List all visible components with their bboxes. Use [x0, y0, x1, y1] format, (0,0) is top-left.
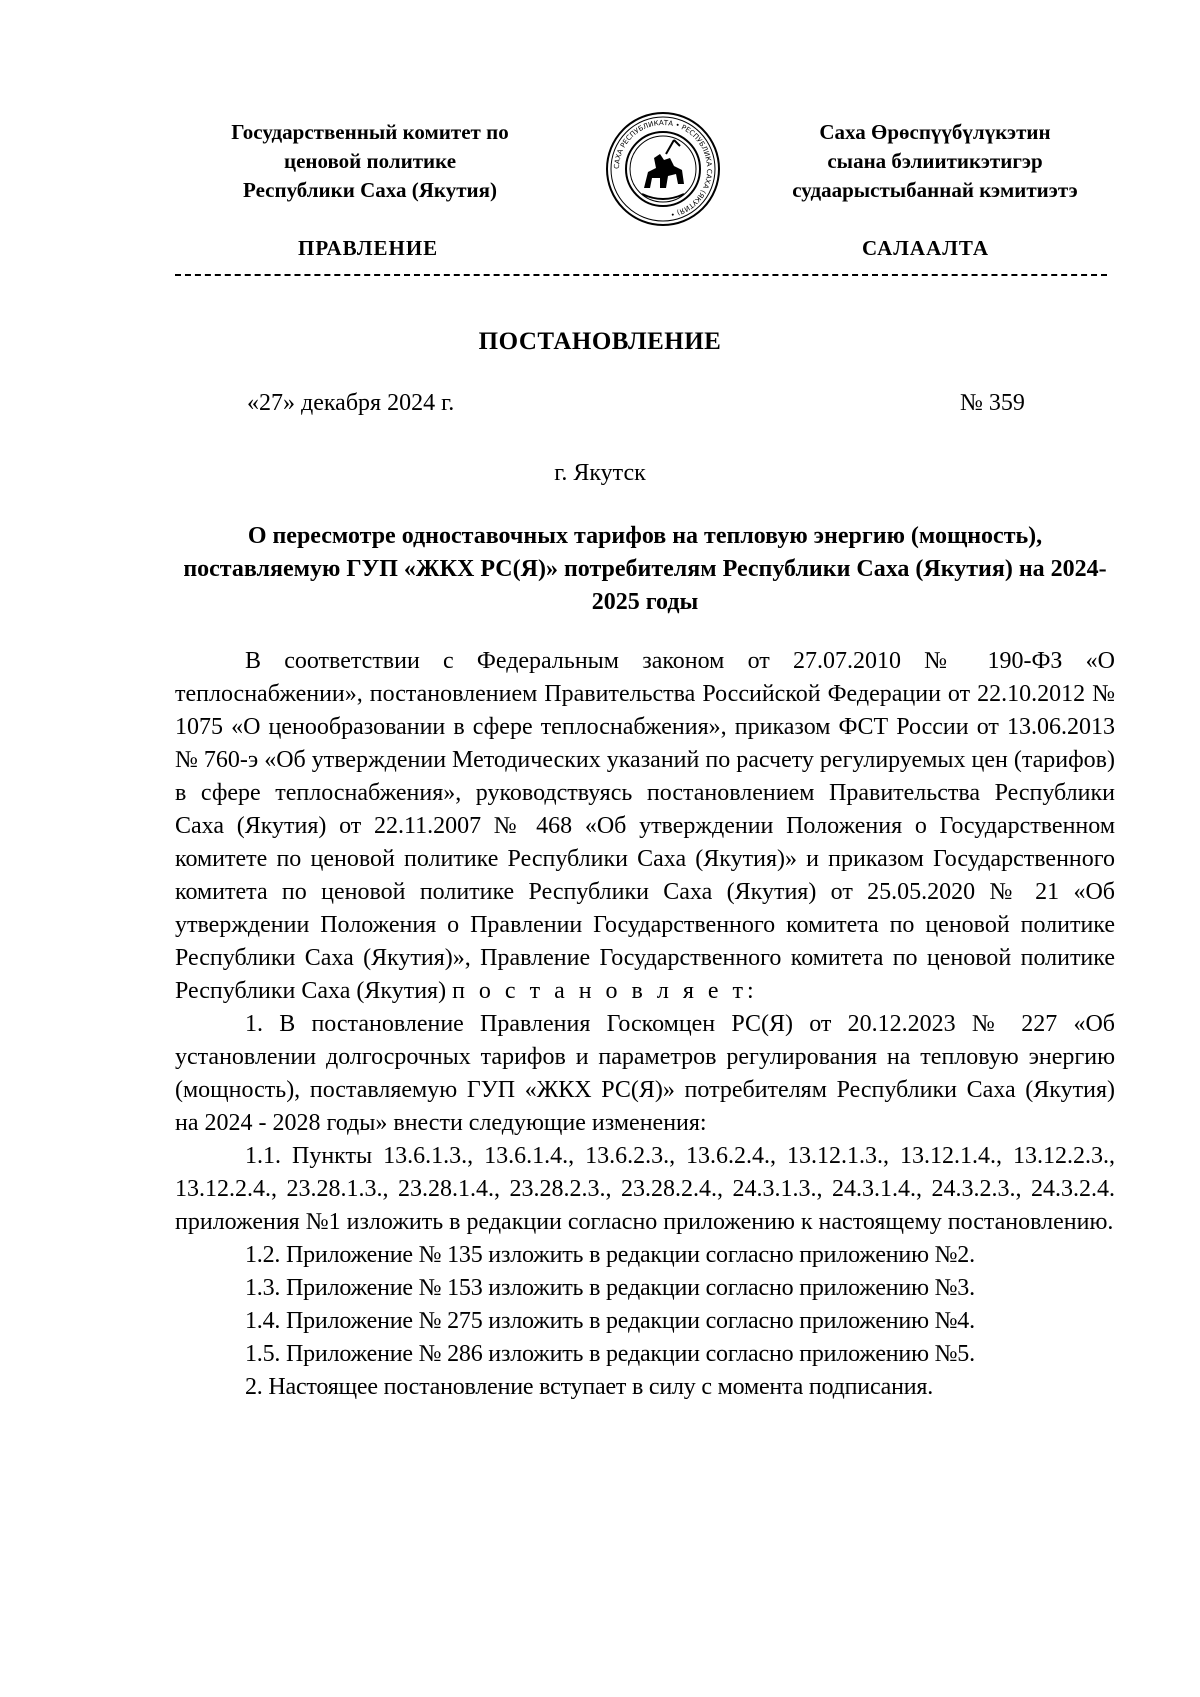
preamble-paragraph [175, 645, 1115, 1008]
body-paragraph: 1.4. Приложение № 275 изложить в редакции согласно приложению №4. [245, 1308, 975, 1334]
body-paragraph: 1.3. Приложение № 153 изложить в редакции согласно приложению №3. [245, 1275, 975, 1301]
body-paragraph: 1. В постановление Правления Госкомцен РС(Я) от 20.12.2023 № 227 «Об установлении долгосрочных тарифов и параметров регулирования на тепловую энергию (мощность), поставляемую ГУП «ЖКХ РС(Я)» потребителям Республики Саха (Якутия) на 2024 - 2028 годы» внести следующие изменения: [175, 1011, 1115, 1136]
header-left-line: Республики Саха (Якутия) [243, 178, 497, 202]
document-body [175, 645, 1115, 1404]
header-left-line: ценовой политике [283, 149, 457, 173]
document-date: «27» декабря 2024 г. [247, 390, 455, 416]
document-number: № 359 [960, 390, 1025, 416]
preamble-text: В соответствии с Федеральным законом от 27.07.2010 № 190-ФЗ «О теплоснабжении», постановлением Правительства Российской Федерации от 22.10.2012 № 1075 «О ценообразовании в сфере теплоснабжения», приказом ФСТ России от 13.06.2013 № 760-э «Об утверждении Методических указаний по расчету регулируемых цен (тарифов) в сфере теплоснабжения», руководствуясь постановлением Правительства Республики Саха (Якутия) от 22.11.2007 № 468 «Об утверждении Положения о Государственном комитете по ценовой политике Республики Саха (Якутия)» и приказом Государственного комитета по ценовой политике Республики Саха (Якутия) от 25.05.2020 № 21 «Об утверждении Положения о Правлении Государственного комитета по ценовой политике Республики Саха (Якутия)», Правление Государственного комитета по ценовой политике Республики Саха (Якутия) [175, 648, 1115, 1004]
header-right-block [745, 118, 1125, 205]
header-right-line: Саха Өрөспүүбүлүкэтин [819, 120, 1051, 144]
body-paragraph: 1.1. Пункты 13.6.1.3., 13.6.1.4., 13.6.2.3., 13.6.2.4., 13.12.1.3., 13.12.1.4., 13.12.2.3., 13.12.2.4., 23.28.1.3., 23.28.1.4., 23.28.2.3., 23.28.2.4., 24.3.1.3., 24.3.1.4., 24.3.2.3., 24.3.2.4. приложения №1 изложить в редакции согласно приложению к настоящему постановлению. [175, 1143, 1115, 1235]
body-paragraph: 1.2. Приложение № 135 изложить в редакции согласно приложению №2. [245, 1242, 975, 1268]
header-right-line: судаарыстыбаннай кэмитиэтэ [792, 178, 1078, 202]
document-city: г. Якутск [554, 460, 646, 486]
document-subject: О пересмотре одноставочных тарифов на тепловую энергию (мощность), поставляемую ГУП «ЖКХ РС(Я)» потребителям Республики Саха (Якутия) на 2024-2025 годы [183, 523, 1107, 615]
document-title: ПОСТАНОВЛЕНИЕ [478, 328, 722, 355]
header-right-line: сыана бэлиитикэтигэр [827, 149, 1043, 173]
header-left-block [175, 118, 565, 205]
coat-of-arms-icon [604, 110, 722, 228]
body-paragraph: 2. Настоящее постановление вступает в силу с момента подписания. [245, 1374, 934, 1400]
body-paragraph: 1.5. Приложение № 286 изложить в редакции согласно приложению №5. [245, 1341, 975, 1367]
resolves-text: п о с т а н о в л я е т: [452, 978, 758, 1004]
header-divider [175, 274, 1107, 276]
emblem-ring-text: САХА РЕСПУБЛИКАТА • РЕСПУБЛИКА САХА (ЯКУТИЯ) • [612, 118, 714, 219]
header-left-line: Государственный комитет по [231, 120, 509, 144]
board-label-ru: ПРАВЛЕНИЕ [298, 236, 439, 260]
board-label-sah: САЛААЛТА [862, 236, 990, 260]
